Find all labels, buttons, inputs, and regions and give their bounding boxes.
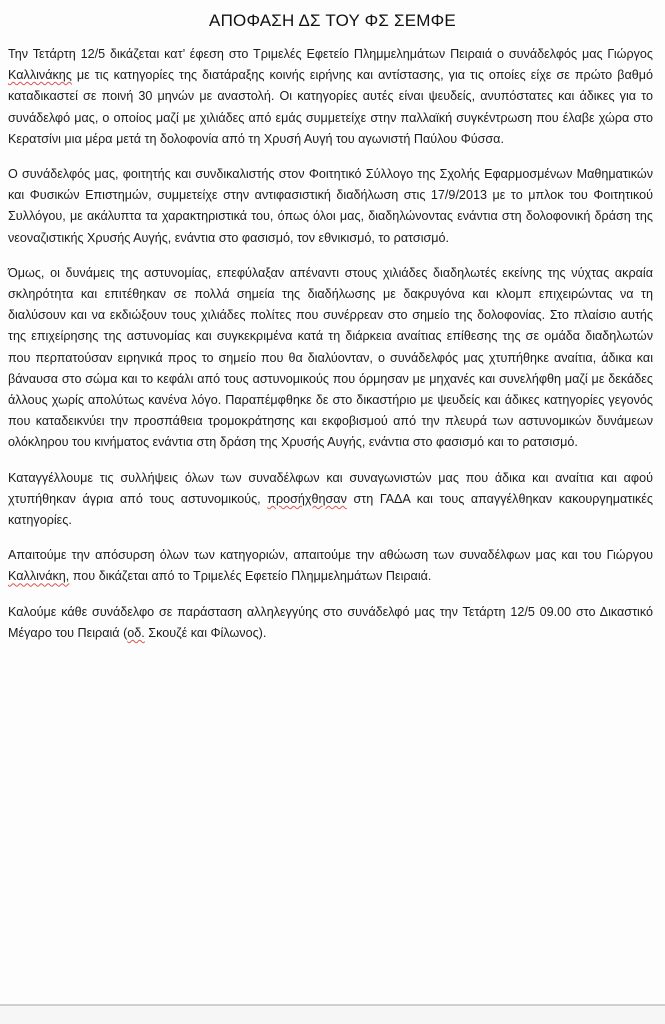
document-body bbox=[8, 44, 653, 658]
spellcheck-flagged-word[interactable]: Καλλινάκης bbox=[8, 68, 72, 83]
spellcheck-flagged-word[interactable]: οδ. bbox=[127, 625, 145, 640]
paragraph-text: Όμως, οι δυνάμεις της αστυνομίας, επεφύλαξαν απέναντι στους χιλιάδες διαδηλωτές εκείνης της νύχτας ακραία σκληρότητα και επιτέθηκαν σε πολλά σημεία της διαδήλωσης με δακρυγόνα και κλομπ επιχειρώντας να τη διαλύσουν και να εκδιώξουν τους χιλιάδες πολίτες που συνέρρεαν στο σημείο της δολοφονίας. Στο πλαίσιο αυτής της επιχείρησης της αστυνομίας και συγκεκριμένα κατά τη διάρκεια αναίτιας επίθεσης της σε ομάδα διαδηλωτών που περπατούσαν ειρηνικά προς το σημείο που θα διαλύονταν, ο συνάδελφός μας χτυπήθηκε αναίτια, άδικα και βάναυσα στο σώμα και το κεφάλι από τους αστυνομικούς που όρμησαν με μηχανές και συνελήφθη μαζί με δεκάδες άλλους χωρίς απολύτως κανένα λόγο. Παραπέμφθηκε δε στο δικαστήριο με ψευδείς και άδικες κατηγορίες γεγονός που καταδεικνύει την προσπάθεια τρομοκράτησης και εκφοβισμού από την πλευρά των αστυνομικών δυνάμεων ολόκληρου του κινήματος ενάντια στη δράση της Χρυσής Αυγής, ενάντια στο φασισμό και το ρατσισμό. bbox=[8, 265, 653, 450]
paragraph-text: Καταγγέλλουμε τις συλλήψεις όλων των συναδέλφων και συναγωνιστών μας που άδικα και αναίτια και αφού χτυπήθηκαν άγρια από τους αστυνομικούς, bbox=[8, 470, 653, 506]
paragraph-police-violence bbox=[8, 263, 653, 454]
spellcheck-flagged-word[interactable]: προσήχθησαν bbox=[267, 491, 347, 506]
paragraph-text: στη ΓΑΔΑ και τους απαγγέλθηκαν κακουργηματικές κατηγορίες. bbox=[8, 491, 653, 528]
paragraph-text: Ο συνάδελφός μας, φοιτητής και συνδικαλιστής στον Φοιτητικό Σύλλογο της Σχολής Εφαρμοσμένων Μαθηματικών και Φυσικών Επιστημών, συμμετείχε στην αντιφασιστική διαδήλωση στις 17/9/2013 με το μπλοκ του Φοιτητικού Συλλόγου, με ακάλυπτα τα χαρακτηριστικά του, όπως όλοι μας, διαδηλώνοντας ενάντια στη δολοφονική δράση της νεοναζιστικής Χρυσής Αυγής, ενάντια στο φασισμό, τον εθνικισμό, το ρατσισμό. bbox=[8, 167, 653, 245]
paragraph-denouncement bbox=[8, 468, 653, 532]
paragraph-text: με τις κατηγορίες της διατάραξης κοινής ειρήνης και αντίστασης, για τις οποίες είχε σε πρώτο βαθμό καταδικαστεί σε ποινή 30 μηνών με αναστολή. Οι κατηγορίες αυτές είναι ψευδείς, ανυπόστατες και άδικες για το συνάδελφό μας, ο οποίος μαζί με χιλιάδες από εμάς συμμετείχε στην παλλαϊκή συγκέντρωση που έλαβε χώρα στο Κερατσίνι μια μέρα μετά τη δολοφονία από τη Χρυσή Αυγή του αγωνιστή Παύλου Φύσσα. bbox=[8, 68, 653, 146]
paragraph-text: Απαιτούμε την απόσυρση όλων των κατηγοριών, απαιτούμε την αθώωση των συναδέλφων μας και του Γιώργου bbox=[8, 548, 653, 563]
paragraph-call-to-solidarity bbox=[8, 602, 653, 644]
spellcheck-flagged-word[interactable]: Καλλινάκη, bbox=[8, 569, 70, 584]
paragraph-text: Σκουζέ και Φίλωνος). bbox=[144, 625, 267, 640]
paragraph-text: Καλούμε κάθε συνάδελφο σε παράσταση αλληλεγγύης στο συνάδελφό μας την Τετάρτη 12/5 09.00 στο Δικαστικό Μέγαρο του Πειραιά ( bbox=[8, 604, 653, 640]
paragraph-colleague-background bbox=[8, 164, 653, 249]
paragraph-text: Την Τετάρτη 12/5 δικάζεται κατ’ έφεση στο Τριμελές Εφετείο Πλημμελημάτων Πειραιά ο συνάδελφός μας Γιώργος bbox=[8, 47, 653, 61]
bottom-bar bbox=[0, 1006, 665, 1024]
paragraph-text: που δικάζεται από το Τριμελές Εφετείο Πλημμελημάτων Πειραιά. bbox=[69, 569, 432, 584]
paragraph-demands bbox=[8, 545, 653, 587]
paragraph-trial-announcement bbox=[8, 44, 653, 150]
document-title: ΑΠΟΦΑΣΗ ΔΣ ΤΟΥ ΦΣ ΣΕΜΦΕ bbox=[209, 11, 456, 30]
